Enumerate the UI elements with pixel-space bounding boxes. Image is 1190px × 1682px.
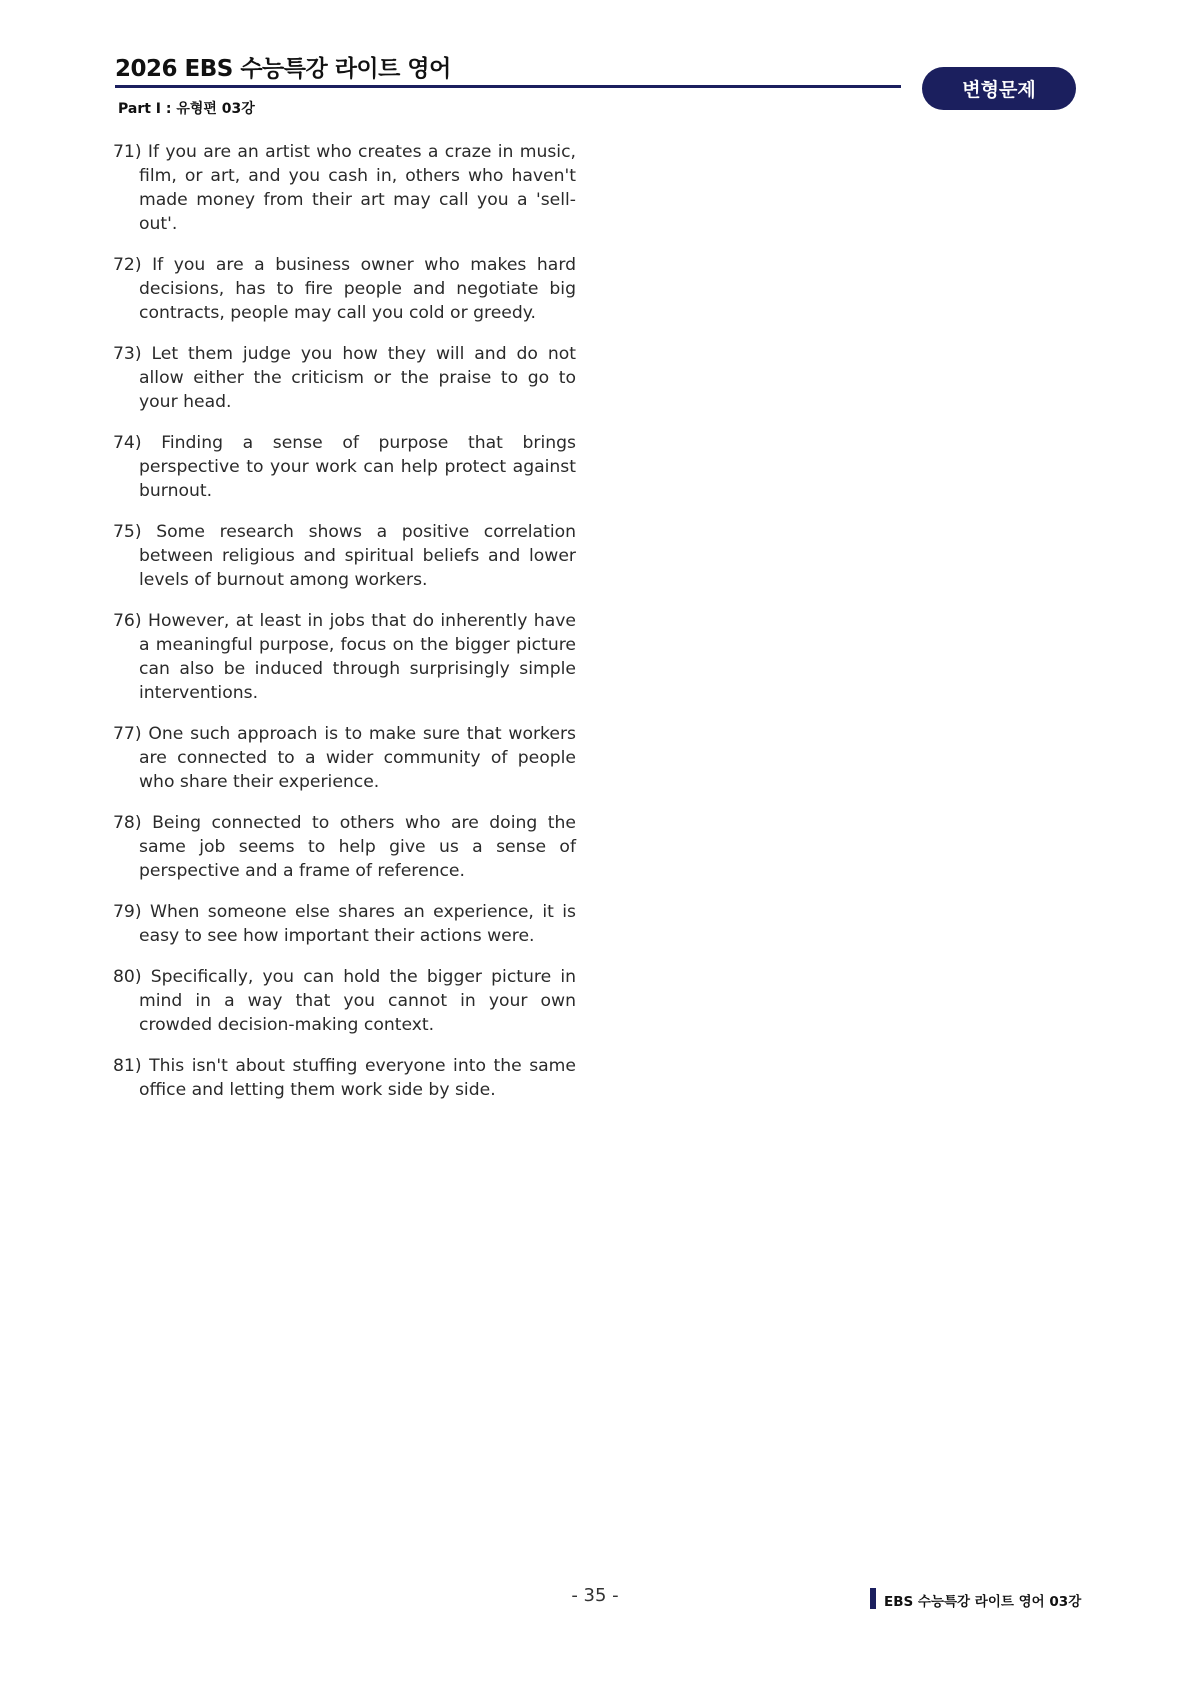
question-number: 71) xyxy=(113,142,142,162)
question-number: 72) xyxy=(113,255,142,275)
question-text: This isn't about stuffing everyone into the same office and letting them work side by side. xyxy=(139,1056,577,1100)
question-list xyxy=(113,140,576,1119)
question-text: However, at least in jobs that do inherently have a meaningful purpose, focus on the bigger picture can also be induced through surprisingly simple interventions. xyxy=(139,611,576,703)
question-73 xyxy=(113,342,576,414)
question-text: Being connected to others who are doing the same job seems to help give us a sense of perspective and a frame of reference. xyxy=(139,813,576,881)
question-number: 78) xyxy=(113,813,142,833)
question-text: If you are a business owner who makes hard decisions, has to fire people and negotiate big contracts, people may call you cold or greedy. xyxy=(139,255,577,323)
question-number: 80) xyxy=(113,967,142,987)
question-number: 74) xyxy=(113,433,142,453)
question-text: Finding a sense of purpose that brings perspective to your work can help protect against burnout. xyxy=(139,433,576,501)
question-text: Specifically, you can hold the bigger picture in mind in a way that you cannot in your own crowded decision-making context. xyxy=(139,967,576,1035)
question-number: 77) xyxy=(113,724,142,744)
question-number: 73) xyxy=(113,344,142,364)
question-71 xyxy=(113,140,576,236)
page-number: - 35 - xyxy=(571,1585,619,1606)
question-number: 75) xyxy=(113,522,142,542)
question-text: Some research shows a positive correlation between religious and spiritual beliefs and lower levels of burnout among workers. xyxy=(139,522,577,590)
question-75 xyxy=(113,520,576,592)
header-rule xyxy=(115,85,901,88)
footer-label: EBS 수능특강 라이트 영어 03강 xyxy=(884,1594,1082,1610)
header-title: 2026 EBS 수능특강 라이트 영어 xyxy=(115,56,451,82)
question-77 xyxy=(113,722,576,794)
question-number: 81) xyxy=(113,1056,142,1076)
question-81 xyxy=(113,1054,576,1102)
header-subtitle: Part Ⅰ : 유형편 03강 xyxy=(118,101,255,117)
footer-bar-mark xyxy=(870,1588,876,1609)
question-80 xyxy=(113,965,576,1037)
question-72 xyxy=(113,253,576,325)
question-78 xyxy=(113,811,576,883)
variant-badge: 변형문제 xyxy=(922,67,1076,110)
question-79 xyxy=(113,900,576,948)
question-text: When someone else shares an experience, it is easy to see how important their actions were. xyxy=(139,902,576,946)
question-text: One such approach is to make sure that workers are connected to a wider community of people who share their experience. xyxy=(139,724,576,792)
question-number: 76) xyxy=(113,611,142,631)
question-number: 79) xyxy=(113,902,142,922)
question-text: If you are an artist who creates a craze in music, film, or art, and you cash in, others who haven't made money from their art may call you a 'sell-out'. xyxy=(139,142,576,234)
question-76 xyxy=(113,609,576,705)
question-74 xyxy=(113,431,576,503)
question-text: Let them judge you how they will and do not allow either the criticism or the praise to go to your head. xyxy=(139,344,576,412)
